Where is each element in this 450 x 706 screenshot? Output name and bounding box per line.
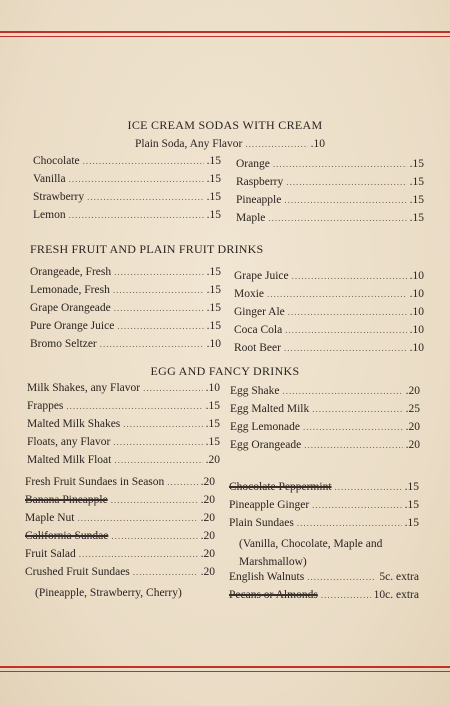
bottom-border [0, 666, 450, 672]
item-price: .15 [409, 194, 424, 206]
leader-dots [113, 437, 202, 447]
sodas-left-column [33, 155, 221, 227]
item-name: Banana Pineapple [25, 494, 108, 506]
menu-item-crossed-out [25, 494, 215, 512]
leader-dots [283, 386, 403, 396]
menu-item [229, 571, 419, 589]
menu-item [229, 517, 419, 535]
menu-item [30, 266, 221, 284]
leader-dots [87, 192, 204, 202]
item-name: Malted Milk Float [27, 454, 112, 466]
plain-soda-row [135, 138, 325, 156]
item-name: Maple Nut [25, 512, 75, 524]
item-price: .15 [206, 302, 221, 314]
menu-item [135, 138, 325, 156]
menu-item [25, 512, 215, 530]
menu-item [230, 421, 420, 439]
item-name: Ginger Ale [234, 306, 285, 318]
leader-dots [284, 343, 407, 353]
leader-dots [133, 567, 198, 577]
menu-item [230, 403, 420, 421]
item-name: Strawberry [33, 191, 85, 203]
item-price: .20 [405, 439, 420, 451]
item-name: California Sundae [25, 530, 109, 542]
leader-dots [83, 156, 204, 166]
item-name: English Walnuts [229, 571, 305, 583]
item-price: .15 [404, 517, 419, 529]
item-price: .10 [310, 138, 325, 150]
item-price: .15 [409, 158, 424, 170]
item-name: Coca Cola [234, 324, 283, 336]
top-border [0, 31, 450, 37]
flavor-note: (Pineapple, Strawberry, Cherry) [35, 587, 182, 599]
leader-dots [285, 325, 406, 335]
drinks-left-column [30, 266, 221, 356]
leader-dots [113, 285, 204, 295]
item-name: Egg Malted Milk [230, 403, 310, 415]
item-price: .20 [200, 512, 215, 524]
menu-item [236, 176, 424, 194]
menu-item [33, 173, 221, 191]
leader-dots [321, 590, 371, 600]
menu-item-crossed-out [229, 481, 419, 499]
fancy-left-column [27, 382, 220, 472]
item-name: Floats, any Flavor [27, 436, 111, 448]
menu-item [236, 212, 424, 230]
item-name: Pineapple [236, 194, 282, 206]
item-price: .15 [206, 266, 221, 278]
item-price: .15 [205, 418, 220, 430]
item-price: .20 [200, 476, 215, 488]
leader-dots [114, 455, 202, 465]
item-name: Moxie [234, 288, 265, 300]
menu-item [234, 270, 424, 288]
item-name: Milk Shakes, any Flavor [27, 382, 141, 394]
item-name: Frappes [27, 400, 64, 412]
leader-dots [312, 404, 402, 414]
menu-item [236, 158, 424, 176]
leader-dots [297, 518, 402, 528]
item-name: Bromo Seltzer [30, 338, 97, 350]
leader-dots [123, 419, 202, 429]
menu-item [25, 566, 215, 584]
menu-item [30, 338, 221, 356]
item-price: .20 [405, 385, 420, 397]
menu-item [30, 284, 221, 302]
item-price: .20 [205, 454, 220, 466]
section-heading-fancy: EGG AND FANCY DRINKS [150, 364, 300, 378]
item-price: .20 [200, 530, 215, 542]
item-name: Vanilla [33, 173, 66, 185]
leader-dots [312, 500, 401, 510]
menu-item [30, 302, 221, 320]
item-price: .15 [205, 400, 220, 412]
leader-dots [245, 139, 307, 149]
leader-dots [267, 289, 407, 299]
item-name: Raspberry [236, 176, 284, 188]
leader-dots [79, 549, 198, 559]
item-price: .15 [404, 481, 419, 493]
item-name: Fruit Salad [25, 548, 76, 560]
item-price: .20 [200, 494, 215, 506]
item-name: Malted Milk Shakes [27, 418, 121, 430]
fancy-right-column [230, 385, 420, 457]
item-name: Crushed Fruit Sundaes [25, 566, 130, 578]
menu-item [234, 288, 424, 306]
item-price: .10 [409, 306, 424, 318]
leader-dots [66, 401, 202, 411]
item-name: Chocolate Peppermint [229, 481, 332, 493]
menu-item [33, 155, 221, 173]
leader-dots [114, 303, 204, 313]
section-heading-sodas: ICE CREAM SODAS WITH CREAM [127, 118, 323, 132]
item-name: Fresh Fruit Sundaes in Season [25, 476, 165, 488]
sundaes-right-column [229, 481, 419, 607]
leader-dots [69, 210, 204, 220]
item-name: Orangeade, Fresh [30, 266, 112, 278]
leader-dots [78, 513, 198, 523]
item-price: .15 [206, 284, 221, 296]
menu-item [33, 209, 221, 227]
flavor-note: Marshmallow) [239, 556, 307, 568]
leader-dots [114, 267, 204, 277]
item-price: .15 [206, 209, 221, 221]
item-name: Egg Orangeade [230, 439, 302, 451]
menu-item [25, 548, 215, 566]
menu-item [229, 499, 419, 517]
item-price: .10 [205, 382, 220, 394]
item-price: .15 [206, 320, 221, 332]
item-price: .15 [205, 436, 220, 448]
item-name: Egg Shake [230, 385, 280, 397]
leader-dots [268, 213, 406, 223]
leader-dots [167, 477, 197, 487]
menu-item-crossed-out [229, 589, 419, 607]
sodas-right-column [236, 158, 424, 230]
item-price: .15 [206, 155, 221, 167]
leader-dots [304, 440, 402, 450]
item-price: .10 [409, 288, 424, 300]
section-heading-drinks: FRESH FRUIT AND PLAIN FRUIT DRINKS [30, 242, 264, 256]
item-price: .15 [206, 191, 221, 203]
item-price: .15 [409, 212, 424, 224]
item-name: Grape Orangeade [30, 302, 111, 314]
menu-item [236, 194, 424, 212]
item-name: Plain Soda, Any Flavor [135, 138, 243, 150]
item-price: .25 [405, 403, 420, 415]
menu-item [230, 385, 420, 403]
item-price: .10 [409, 270, 424, 282]
leader-dots [143, 383, 203, 393]
menu-item [27, 382, 220, 400]
item-price: .15 [206, 173, 221, 185]
drinks-right-column [234, 270, 424, 360]
leader-dots [111, 495, 198, 505]
menu-item [30, 320, 221, 338]
item-name: Pure Orange Juice [30, 320, 115, 332]
leader-dots [100, 339, 204, 349]
menu-item [33, 191, 221, 209]
item-price: .15 [409, 176, 424, 188]
leader-dots [335, 482, 402, 492]
menu-item-crossed-out [25, 530, 215, 548]
item-name: Orange [236, 158, 270, 170]
leader-dots [292, 271, 407, 281]
menu-item [234, 306, 424, 324]
menu-item [230, 439, 420, 457]
item-name: Pecans or Almonds [229, 589, 318, 601]
leader-dots [273, 159, 407, 169]
item-price: .15 [404, 499, 419, 511]
leader-dots [117, 321, 203, 331]
item-name: Grape Juice [234, 270, 289, 282]
item-price: 5c. extra [379, 571, 419, 583]
menu-item [27, 436, 220, 454]
item-name: Egg Lemonade [230, 421, 300, 433]
leader-dots [286, 177, 406, 187]
menu-item [27, 400, 220, 418]
leader-dots [303, 422, 403, 432]
leader-dots [284, 195, 406, 205]
menu-item [234, 342, 424, 360]
item-name: Chocolate [33, 155, 80, 167]
item-price: .20 [200, 548, 215, 560]
item-price: .20 [405, 421, 420, 433]
item-price: .10 [409, 324, 424, 336]
item-price: .20 [200, 566, 215, 578]
leader-dots [288, 307, 407, 317]
flavor-note: (Vanilla, Chocolate, Maple and [239, 538, 383, 550]
menu-item [27, 454, 220, 472]
item-price: .10 [409, 342, 424, 354]
menu-item [234, 324, 424, 342]
item-name: Lemon [33, 209, 66, 221]
item-name: Plain Sundaes [229, 517, 294, 529]
menu-item [25, 476, 215, 494]
sundaes-left-column [25, 476, 215, 602]
item-price: .10 [206, 338, 221, 350]
item-name: Lemonade, Fresh [30, 284, 110, 296]
item-name: Pineapple Ginger [229, 499, 310, 511]
leader-dots [111, 531, 197, 541]
item-name: Root Beer [234, 342, 281, 354]
item-price: 10c. extra [373, 589, 419, 601]
menu-item [27, 418, 220, 436]
item-name: Maple [236, 212, 266, 224]
leader-dots [69, 174, 204, 184]
leader-dots [307, 572, 376, 582]
